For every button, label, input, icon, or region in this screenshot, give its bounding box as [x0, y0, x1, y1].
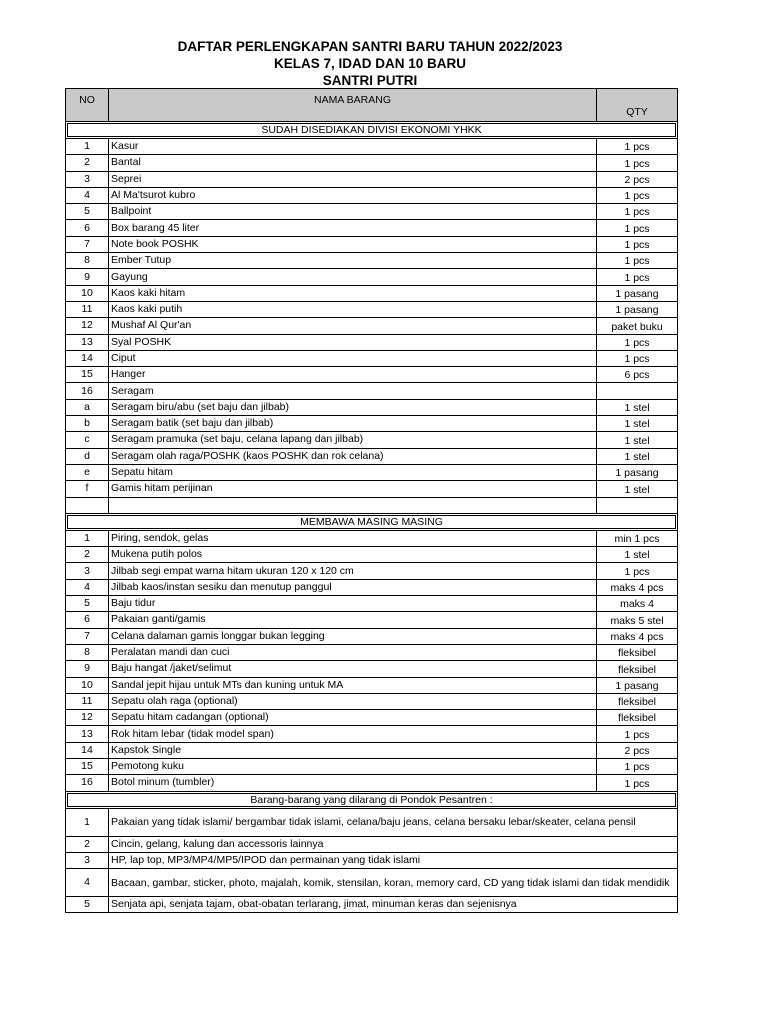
row-number: 2	[66, 155, 109, 171]
header-qty: QTY	[597, 89, 678, 122]
table-row	[66, 432, 678, 448]
header-name: NAMA BARANG	[109, 89, 597, 122]
table-row	[66, 334, 678, 350]
table-row	[66, 897, 678, 913]
item-name: Note book POSHK	[109, 236, 597, 252]
item-name: Senjata api, senjata tajam, obat-obatan terlarang, jimat, minuman keras dan sejenisnya	[109, 897, 678, 913]
table-row	[66, 367, 678, 383]
row-number	[66, 497, 109, 513]
item-name: Cincin, gelang, kalung dan accessoris lainnya	[109, 836, 678, 852]
row-number: c	[66, 432, 109, 448]
row-number: 5	[66, 897, 109, 913]
item-qty: 1 pasang	[597, 285, 678, 301]
section-title: MEMBAWA MASING MASING	[67, 515, 676, 529]
item-qty: fleksibel	[597, 710, 678, 726]
item-name: Sepatu hitam cadangan (optional)	[109, 710, 597, 726]
item-qty: 1 pcs	[597, 220, 678, 236]
item-name: Seprei	[109, 171, 597, 187]
item-qty: paket buku	[597, 318, 678, 334]
row-number: 12	[66, 710, 109, 726]
table-row	[66, 530, 678, 546]
item-name: Gayung	[109, 269, 597, 285]
item-name: Bacaan, gambar, sticker, photo, majalah, komik, stensilan, koran, memory card, CD yang tidak islami dan tidak mendidik	[109, 869, 678, 897]
item-qty: 1 pcs	[597, 563, 678, 579]
table-row	[66, 726, 678, 742]
table-row	[66, 808, 678, 836]
table-row	[66, 383, 678, 399]
item-name: Rok hitam lebar (tidak model span)	[109, 726, 597, 742]
table-row	[66, 155, 678, 171]
item-name: Seragam pramuka (set baju, celana lapang dan jilbab)	[109, 432, 597, 448]
item-qty: 1 pcs	[597, 236, 678, 252]
item-name: Jilbab segi empat warna hitam ukuran 120 x 120 cm	[109, 563, 597, 579]
item-name: Syal POSHK	[109, 334, 597, 350]
item-qty: 2 pcs	[597, 742, 678, 758]
table-header	[66, 89, 678, 122]
row-number: 13	[66, 334, 109, 350]
row-number: f	[66, 481, 109, 497]
item-qty: maks 4 pcs	[597, 628, 678, 644]
item-name: Baju hangat /jaket/selimut	[109, 661, 597, 677]
item-qty: 1 stel	[597, 399, 678, 415]
table-row	[66, 399, 678, 415]
item-name: Seragam biru/abu (set baju dan jilbab)	[109, 399, 597, 415]
table-row	[66, 644, 678, 660]
row-number: 16	[66, 383, 109, 399]
item-name	[109, 497, 597, 513]
item-qty: 1 pcs	[597, 139, 678, 155]
row-number: 12	[66, 318, 109, 334]
item-qty: 1 stel	[597, 448, 678, 464]
item-name: Ember Tutup	[109, 253, 597, 269]
item-name: Kaos kaki hitam	[109, 285, 597, 301]
item-name: Kapstok Single	[109, 742, 597, 758]
item-qty: 1 pcs	[597, 253, 678, 269]
item-name: Gamis hitam perijinan	[109, 481, 597, 497]
table-row	[66, 416, 678, 432]
title-line-3: SANTRI PUTRI	[322, 73, 418, 88]
table-row	[66, 301, 678, 317]
item-name: Sepatu hitam	[109, 464, 597, 480]
row-number: 9	[66, 661, 109, 677]
row-number: e	[66, 464, 109, 480]
section1-header	[66, 122, 678, 139]
row-number: 1	[66, 530, 109, 546]
table-row	[66, 269, 678, 285]
table-row	[66, 350, 678, 366]
item-qty: 1 pcs	[597, 155, 678, 171]
table-row	[66, 869, 678, 897]
header-no: NO	[66, 89, 109, 122]
item-qty	[597, 383, 678, 399]
table-row	[66, 758, 678, 774]
item-name: Celana dalaman gamis longgar bukan legging	[109, 628, 597, 644]
item-name: Sepatu olah raga (optional)	[109, 693, 597, 709]
section3-header	[66, 791, 678, 808]
table-row	[66, 448, 678, 464]
row-number: 16	[66, 775, 109, 791]
table-row	[66, 710, 678, 726]
document-title	[0, 38, 740, 89]
item-name: Sandal jepit hijau untuk MTs dan kuning untuk MA	[109, 677, 597, 693]
item-qty: 2 pcs	[597, 171, 678, 187]
item-name: Jilbab kaos/instan sesiku dan menutup panggul	[109, 579, 597, 595]
table-row	[66, 563, 678, 579]
item-qty	[597, 497, 678, 513]
title-line-2: KELAS 7, IDAD DAN 10 BARU	[273, 56, 467, 71]
row-number: 3	[66, 852, 109, 868]
item-qty: 6 pcs	[597, 367, 678, 383]
row-number: 14	[66, 350, 109, 366]
item-name: Ciput	[109, 350, 597, 366]
item-qty: 1 pcs	[597, 269, 678, 285]
section2-header	[66, 513, 678, 530]
item-name: Baju tidur	[109, 596, 597, 612]
item-qty: 1 pcs	[597, 758, 678, 774]
table-row	[66, 464, 678, 480]
table-row	[66, 677, 678, 693]
row-number: 4	[66, 869, 109, 897]
item-qty: 1 pcs	[597, 204, 678, 220]
row-number: 8	[66, 644, 109, 660]
row-number: 2	[66, 836, 109, 852]
item-qty: 1 stel	[597, 481, 678, 497]
table-row	[66, 628, 678, 644]
table-row	[66, 693, 678, 709]
title-line-1: DAFTAR PERLENGKAPAN SANTRI BARU TAHUN 2022/2023	[177, 39, 563, 54]
row-number: 5	[66, 204, 109, 220]
item-qty: fleksibel	[597, 661, 678, 677]
table-row	[66, 852, 678, 868]
item-qty: fleksibel	[597, 693, 678, 709]
item-name: Mukena putih polos	[109, 547, 597, 563]
item-name: Al Ma'tsurot kubro	[109, 187, 597, 203]
table-row	[66, 187, 678, 203]
item-name: Pakaian yang tidak islami/ bergambar tidak islami, celana/baju jeans, celana bersaku lebar/skeater, celana pensil	[109, 808, 678, 836]
item-name: Box barang 45 liter	[109, 220, 597, 236]
table-row	[66, 285, 678, 301]
item-name: Bantal	[109, 155, 597, 171]
row-number: 1	[66, 808, 109, 836]
row-number: 11	[66, 693, 109, 709]
item-qty: fleksibel	[597, 644, 678, 660]
row-number: 10	[66, 677, 109, 693]
table-row	[66, 204, 678, 220]
item-name: Botol minum (tumbler)	[109, 775, 597, 791]
row-number: 3	[66, 563, 109, 579]
row-number: 4	[66, 579, 109, 595]
row-number: 15	[66, 367, 109, 383]
item-qty: 1 pcs	[597, 775, 678, 791]
row-number: 6	[66, 612, 109, 628]
table-row	[66, 596, 678, 612]
table-row	[66, 547, 678, 563]
row-number: 9	[66, 269, 109, 285]
row-number: 14	[66, 742, 109, 758]
equipment-table	[65, 88, 678, 913]
table-row	[66, 661, 678, 677]
item-name: Ballpoint	[109, 204, 597, 220]
row-number: 6	[66, 220, 109, 236]
row-number: 5	[66, 596, 109, 612]
table-row	[66, 497, 678, 513]
section-title: SUDAH DISEDIAKAN DIVISI EKONOMI YHKK	[67, 123, 676, 137]
item-qty: 1 stel	[597, 432, 678, 448]
item-name: Kasur	[109, 139, 597, 155]
item-name: Hanger	[109, 367, 597, 383]
row-number: 7	[66, 236, 109, 252]
item-qty: min 1 pcs	[597, 530, 678, 546]
row-number: 7	[66, 628, 109, 644]
item-name: Pemotong kuku	[109, 758, 597, 774]
item-qty: 1 pasang	[597, 677, 678, 693]
table-row	[66, 220, 678, 236]
table-row	[66, 318, 678, 334]
row-number: 8	[66, 253, 109, 269]
row-number: a	[66, 399, 109, 415]
row-number: 10	[66, 285, 109, 301]
item-qty: maks 5 stel	[597, 612, 678, 628]
item-qty: 1 stel	[597, 547, 678, 563]
item-name: Pakaian ganti/gamis	[109, 612, 597, 628]
table-row	[66, 836, 678, 852]
row-number: 13	[66, 726, 109, 742]
item-name: HP, lap top, MP3/MP4/MP5/IPOD dan permainan yang tidak islami	[109, 852, 678, 868]
item-qty: 1 pcs	[597, 726, 678, 742]
row-number: 15	[66, 758, 109, 774]
table-row	[66, 742, 678, 758]
item-qty: 1 pcs	[597, 334, 678, 350]
item-qty: maks 4 pcs	[597, 579, 678, 595]
item-qty: 1 pasang	[597, 301, 678, 317]
table-row	[66, 253, 678, 269]
table-row	[66, 171, 678, 187]
item-name: Kaos kaki putih	[109, 301, 597, 317]
section-title: Barang-barang yang dilarang di Pondok Pesantren :	[67, 793, 676, 807]
table-row	[66, 579, 678, 595]
row-number: d	[66, 448, 109, 464]
item-name: Seragam	[109, 383, 597, 399]
item-name: Piring, sendok, gelas	[109, 530, 597, 546]
row-number: 11	[66, 301, 109, 317]
item-qty: 1 pcs	[597, 350, 678, 366]
item-qty: 1 pasang	[597, 464, 678, 480]
table-row	[66, 236, 678, 252]
item-qty: maks 4	[597, 596, 678, 612]
row-number: b	[66, 416, 109, 432]
item-qty: 1 stel	[597, 416, 678, 432]
row-number: 2	[66, 547, 109, 563]
table-row	[66, 775, 678, 791]
table-row	[66, 481, 678, 497]
item-name: Seragam batik (set baju dan jilbab)	[109, 416, 597, 432]
row-number: 1	[66, 139, 109, 155]
item-qty: 1 pcs	[597, 187, 678, 203]
item-name: Mushaf Al Qur'an	[109, 318, 597, 334]
item-name: Seragam olah raga/POSHK (kaos POSHK dan rok celana)	[109, 448, 597, 464]
row-number: 3	[66, 171, 109, 187]
item-name: Peralatan mandi dan cuci	[109, 644, 597, 660]
table-row	[66, 612, 678, 628]
table-row	[66, 139, 678, 155]
row-number: 4	[66, 187, 109, 203]
